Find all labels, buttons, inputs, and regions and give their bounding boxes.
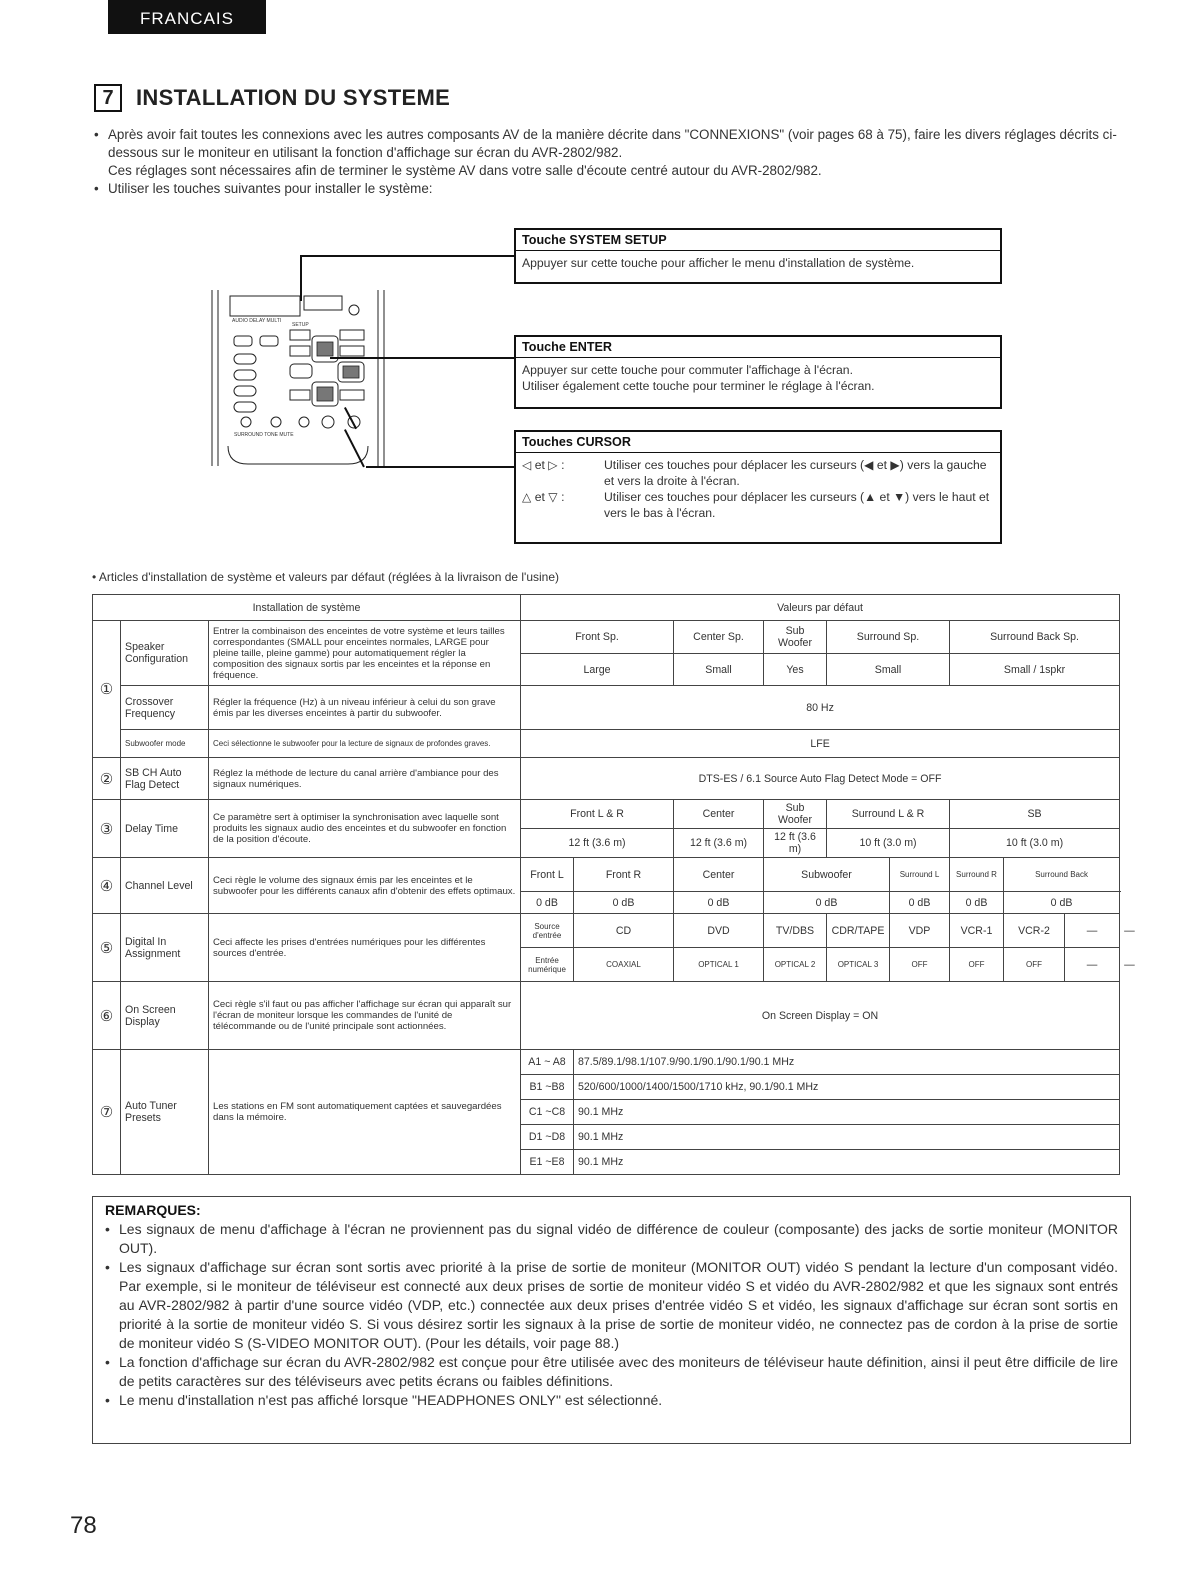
- input-value: OPTICAL 2: [764, 948, 827, 982]
- row-number: ③: [93, 800, 121, 858]
- level-value: 0 dB: [674, 892, 764, 914]
- settings-table: Installation de système Valeurs par défaut ① Speaker Configuration Entrer la combinaison des enceintes de votre système et leurs tailles correspondantes (SMALL pour enceintes normales, LARGE pour pleine taille, pleine gamme) pour automatiquement régler la composition des signaux sortis par les enceintes et la réponse en fréquence. Front Sp. Center Sp. Sub Woofer Surround Sp. Surround Back Sp. Large Small Yes Small Small / 1spkr Crossover Frequency Régler la fréquence (Hz) à un niveau inférieur à celui du son grave émis par les diverses enceintes à partir du subwoofer. 80 Hz Subwoofer mode Ceci sélectionne le subwoofer pour la lecture de signaux de profondes graves. LFE ② SB CH Auto Flag Detect Réglez la méthode de lecture du canal arrière d'ambiance pour des signaux numériques. DTS-ES / 6.1 Source Auto Flag Detect Mode = OFF ③ Delay Time Ce paramètre sert à optimiser la synchronisation avec laquelle sont produits les signaux audio des enceintes et du subwoofer en fonction de la position d'écoute. Front L & R Center Sub Woofer Surround L & R SB 12 ft (3.6 m) 12 ft (3.6 m) 12 ft (3.6 m) 10 ft (3.0 m) 10 ft (3.0 m) ④ Channel Level Ceci règle le volume des signaux émis par les enceintes et le subwoofer pour les différents canaux afin d'obtenir des effets optimaux. Front L Front R Center Subwoofer Surround L Surround R Surround Back 0 dB 0 dB 0 dB 0 dB 0 dB 0 dB 0 dB ⑤ Digital In Assignment Ceci affecte les prises d'entrées numériques pour les différentes sources d'entrée. Source d'entrée CD DVD TV/DBS CDR/TAPE VDP VCR-1 VCR-2 — — Entrée numérique COAXIAL OPTICAL 1 OPTICAL 2 OPTICAL 3 OFF OFF OFF — — ⑥ On Screen Display Ceci règle s'il faut ou pas afficher l'affichage sur écran qui apparaît sur l'écran de moniteur lorsque les commandes de l'unité de télécommande ou de l'unité principale sont actionnées. On Screen Display = ON ⑦ Auto Tuner Presets Les stations en FM sont automatiquement captées et sauvegardées dans la mémoire. A1 ~ A8 87.5/89.1/98.1/107.9/90.1/90.1/90.1/90.1 MHz B1 ~B8 520/600/1000/1400/1500/1710 kHz, 90.1/90.1 MHz C1 ~C8 90.1 MHz D1 ~D8 90.1 MHz E1 ~E8 90.1 MHz: [92, 594, 1120, 1175]
- source-value: CD: [574, 914, 674, 948]
- row-number: ⑤: [93, 914, 121, 982]
- setting-description: Les stations en FM sont automatiquement captées et sauvegardées dans la mémoire.: [209, 1050, 521, 1175]
- setting-description: Ceci règle s'il faut ou pas afficher l'affichage sur écran qui apparaît sur l'écran de moniteur lorsque les commandes de l'unité de télécommande ou de l'unité principale sont actionnées.: [209, 982, 521, 1050]
- source-value: VCR-2: [1004, 914, 1065, 948]
- delay-head: Front L & R: [521, 800, 674, 829]
- box-text: Utiliser également cette touche pour terminer le réglage à l'écran.: [522, 379, 875, 393]
- box-title: Touche ENTER: [516, 337, 1000, 358]
- preset-frequencies: 520/600/1000/1400/1500/1710 kHz, 90.1/90.1 MHz: [574, 1075, 1120, 1100]
- leader-line: [300, 255, 302, 301]
- setting-description: Entrer la combinaison des enceintes de votre système et leurs tailles correspondantes (SMALL pour enceintes normales, LARGE pour pleine taille, pleine gamme) pour automatiquement régler la composition des signaux sortis par les enceintes et la réponse en fréquence.: [209, 621, 521, 686]
- header-install: Installation de système: [93, 595, 521, 621]
- level-value: 0 dB: [950, 892, 1004, 914]
- setting-description: Ceci règle le volume des signaux émis par les enceintes et le subwoofer pour les différents canaux afin d'obtenir des effets optimaux.: [209, 858, 521, 914]
- delay-value: 10 ft (3.0 m): [950, 829, 1120, 858]
- preset-bank: B1 ~B8: [521, 1075, 574, 1100]
- box-text: Utiliser ces touches pour déplacer les curseurs (▲ et ▼) vers le haut et vers le bas à l'écran.: [604, 490, 990, 520]
- header-defaults: Valeurs par défaut: [521, 595, 1120, 621]
- intro-paragraph: • Utiliser les touches suivantes pour installer le système:: [92, 180, 1122, 198]
- svg-text:AUDIO DELAY MULTI: AUDIO DELAY MULTI: [232, 318, 282, 324]
- svg-text:SURROUND TONE MUTE: SURROUND TONE MUTE: [234, 432, 294, 438]
- level-value: 0 dB: [890, 892, 950, 914]
- setting-description: Régler la fréquence (Hz) à un niveau inférieur à celui du son grave émis par les diverses enceintes à partir du subwoofer.: [209, 686, 521, 730]
- cursor-left-right-icons: ◁ et ▷ :: [522, 458, 565, 472]
- setting-description: Ceci sélectionne le subwoofer pour la lecture de signaux de profondes graves.: [209, 730, 521, 758]
- setting-value: DTS-ES / 6.1 Source Auto Flag Detect Mode = OFF: [521, 758, 1120, 800]
- remarks-title: REMARQUES:: [105, 1202, 201, 1218]
- setting-description: Ce paramètre sert à optimiser la synchronisation avec laquelle sont produits les signaux audio des enceintes et du subwoofer en fonction de la position d'écoute.: [209, 800, 521, 858]
- speaker-head: Front Sp.: [521, 621, 674, 654]
- setting-value: LFE: [521, 730, 1120, 758]
- remark-item: • Les signaux de menu d'affichage à l'écran ne proviennent pas du signal vidéo de différence de couleur (composante) des jacks de sortie moniteur (MONITOR OUT).: [105, 1220, 1118, 1258]
- delay-value: 12 ft (3.6 m): [764, 829, 827, 858]
- page-number: 78: [70, 1512, 97, 1539]
- speaker-value: Yes: [764, 654, 827, 686]
- cursor-box: [514, 430, 1002, 544]
- delay-value: 12 ft (3.6 m): [521, 829, 674, 858]
- source-value: TV/DBS: [764, 914, 827, 948]
- source-value: VDP: [890, 914, 950, 948]
- preset-bank: A1 ~ A8: [521, 1050, 574, 1075]
- level-head: Surround L: [890, 858, 950, 892]
- intro-paragraph: • Après avoir fait toutes les connexions avec les autres composants AV de la manière décrite dans "CONNEXIONS" (voir pages 68 à 75), faire les divers réglages décrits ci-dessous sur le moniteur en utilisant la fonction d'affichage sur écran du AVR-2802/982.: [92, 126, 1122, 162]
- setting-value: On Screen Display = ON: [521, 982, 1120, 1050]
- speaker-head: Sub Woofer: [764, 621, 827, 654]
- remarks-box: [92, 1196, 1131, 1444]
- setting-name: Delay Time: [121, 800, 209, 858]
- level-head: Subwoofer: [764, 858, 890, 892]
- delay-head: Sub Woofer: [764, 800, 827, 829]
- delay-head: Surround L & R: [827, 800, 950, 829]
- row-number: ⑦: [93, 1050, 121, 1175]
- input-value: OPTICAL 3: [827, 948, 890, 982]
- speaker-value: Small / 1spkr: [950, 654, 1120, 686]
- level-head: Surround R: [950, 858, 1004, 892]
- level-value: 0 dB: [1004, 892, 1120, 914]
- remark-item: • La fonction d'affichage sur écran du AVR-2802/982 est conçue pour être utilisée avec des moniteurs de téléviseur haute définition, ainsi il peut être difficile de lire de petits caractères sur des téléviseurs avec petits écrans ou faibles définitions.: [105, 1353, 1118, 1391]
- input-value: COAXIAL: [574, 948, 674, 982]
- intro-paragraph: Ces réglages sont nécessaires afin de terminer le système AV dans votre salle d'écoute centré autour du AVR-2802/982.: [108, 163, 822, 178]
- setting-name: Digital In Assignment: [121, 914, 209, 982]
- speaker-value: Large: [521, 654, 674, 686]
- row-number: ②: [93, 758, 121, 800]
- box-text: Appuyer sur cette touche pour afficher le menu d'installation de système.: [522, 256, 915, 270]
- setting-name: Auto Tuner Presets: [121, 1050, 209, 1175]
- source-value: CDR/TAPE: [827, 914, 890, 948]
- system-setup-box: [514, 228, 1002, 284]
- source-value: —: [1065, 914, 1120, 948]
- preset-frequencies: 90.1 MHz: [574, 1150, 1120, 1175]
- remote-control-illustration: [208, 286, 388, 468]
- setting-name: Crossover Frequency: [121, 686, 209, 730]
- level-value: 0 dB: [764, 892, 890, 914]
- source-label: Source d'entrée: [521, 914, 574, 948]
- leader-line: [300, 255, 516, 257]
- preset-bank: E1 ~E8: [521, 1150, 574, 1175]
- level-head: Surround Back: [1004, 858, 1120, 892]
- speaker-value: Small: [827, 654, 950, 686]
- delay-head: SB: [950, 800, 1120, 829]
- setting-name: Subwoofer mode: [121, 730, 209, 758]
- preset-frequencies: 90.1 MHz: [574, 1125, 1120, 1150]
- level-value: 0 dB: [521, 892, 574, 914]
- intro: [92, 126, 1122, 198]
- language-tab: FRANCAIS: [108, 0, 266, 34]
- setting-description: Ceci affecte les prises d'entrées numériques pour les différentes sources d'entrée.: [209, 914, 521, 982]
- speaker-head: Center Sp.: [674, 621, 764, 654]
- row-number: ①: [93, 621, 121, 758]
- level-head: Front R: [574, 858, 674, 892]
- level-head: Center: [674, 858, 764, 892]
- setting-value: 80 Hz: [521, 686, 1120, 730]
- delay-head: Center: [674, 800, 764, 829]
- delay-value: 10 ft (3.0 m): [827, 829, 950, 858]
- preset-frequencies: 87.5/89.1/98.1/107.9/90.1/90.1/90.1/90.1 MHz: [574, 1050, 1120, 1075]
- setting-name: SB CH Auto Flag Detect: [121, 758, 209, 800]
- source-value: DVD: [674, 914, 764, 948]
- svg-text:SETUP: SETUP: [292, 322, 309, 328]
- box-title: Touche SYSTEM SETUP: [516, 230, 1000, 251]
- speaker-value: Small: [674, 654, 764, 686]
- setting-name: Channel Level: [121, 858, 209, 914]
- setting-name: On Screen Display: [121, 982, 209, 1050]
- section-heading: [94, 84, 450, 112]
- remark-item: • Les signaux d'affichage sur écran sont sortis avec priorité à la prise de sortie de moniteur (MONITOR OUT) vidéo S pendant la lecture d'un composant vidéo. Par exemple, si le moniteur de téléviseur est connecté aux deux prises de sortie de moniteur vidéo S et vidéo du AVR-2802/982 et que les signaux sont entrés au AVR-2802/982 à partir d'une source vidéo (VDP, etc.) connectée aux deux prises d'entrée vidéo S et vidéo, les signaux d'affichage sur écran sont sortis en priorité à la sortie de moniteur vidéo S. Si vous désirez sortir les signaux à la prise de sortie de moniteur vidéo, ne connectez pas de cordon à la prise de sortie de moniteur vidéo S (S-VIDEO MONITOR OUT). (Pour les détails, voir page 88.): [105, 1258, 1118, 1353]
- setting-description: Réglez la méthode de lecture du canal arrière d'ambiance pour des signaux numériques.: [209, 758, 521, 800]
- leader-line: [330, 357, 516, 359]
- box-text: Appuyer sur cette touche pour commuter l'affichage à l'écran.: [522, 363, 853, 377]
- articles-note: • Articles d'installation de système et valeurs par défaut (réglées à la livraison de l'usine): [92, 570, 560, 584]
- input-value: OFF: [1004, 948, 1065, 982]
- delay-value: 12 ft (3.6 m): [674, 829, 764, 858]
- section-number: 7: [94, 84, 122, 112]
- input-label: Entrée numérique: [521, 948, 574, 982]
- preset-frequencies: 90.1 MHz: [574, 1100, 1120, 1125]
- input-value: —: [1065, 948, 1120, 982]
- input-value: OFF: [890, 948, 950, 982]
- speaker-head: Surround Back Sp.: [950, 621, 1120, 654]
- box-text: Utiliser ces touches pour déplacer les curseurs (◀ et ▶) vers la gauche et vers la droite à l'écran.: [604, 458, 987, 488]
- row-number: ④: [93, 858, 121, 914]
- preset-bank: C1 ~C8: [521, 1100, 574, 1125]
- setting-name: Speaker Configuration: [121, 621, 209, 686]
- level-value: 0 dB: [574, 892, 674, 914]
- row-number: ⑥: [93, 982, 121, 1050]
- enter-box: [514, 335, 1002, 409]
- level-head: Front L: [521, 858, 574, 892]
- input-value: OFF: [950, 948, 1004, 982]
- remark-item: • Le menu d'installation n'est pas affiché lorsque "HEADPHONES ONLY" est sélectionné.: [105, 1391, 1118, 1410]
- source-value: VCR-1: [950, 914, 1004, 948]
- cursor-up-down-icons: △ et ▽ :: [522, 490, 565, 504]
- box-title: Touches CURSOR: [516, 432, 1000, 453]
- speaker-head: Surround Sp.: [827, 621, 950, 654]
- preset-bank: D1 ~D8: [521, 1125, 574, 1150]
- input-value: OPTICAL 1: [674, 948, 764, 982]
- leader-line: [366, 466, 516, 468]
- section-title: INSTALLATION DU SYSTEME: [136, 85, 451, 110]
